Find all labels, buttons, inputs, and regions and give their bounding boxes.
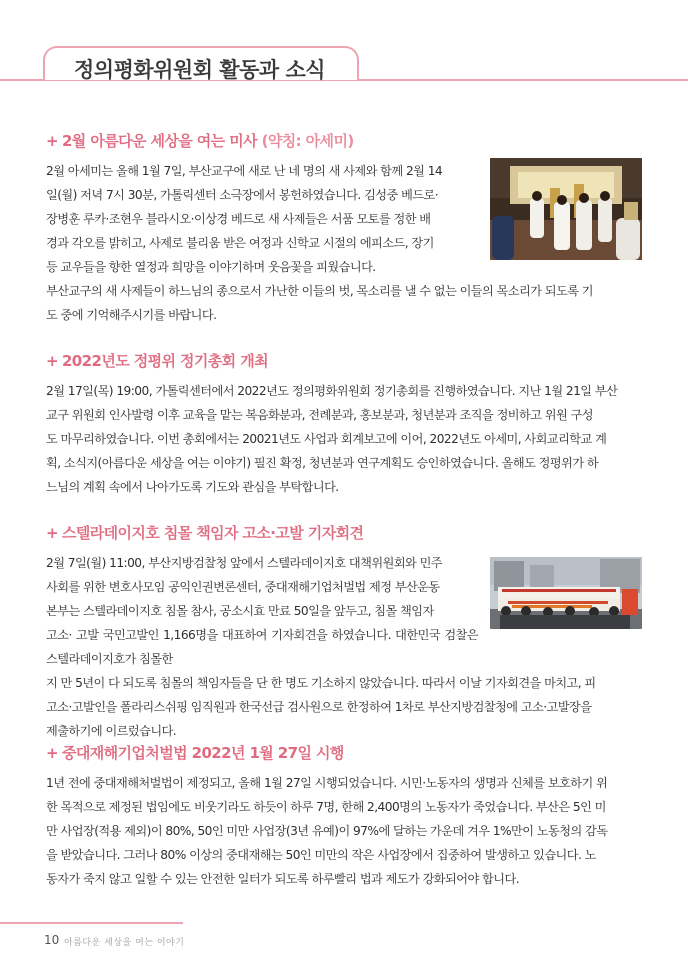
- text-line: 2월 17일(목) 19:00, 가톨릭센터에서 2022년도 정의평화위원회 정기총회를 진행하였습니다. 지난 1월 21일 부산: [46, 384, 618, 398]
- mass-photo: [490, 158, 642, 260]
- text-line: 등 교우들을 향한 열정과 희망을 이야기하며 웃음꽃을 피웠습니다.: [46, 260, 376, 274]
- text-line: 고소· 고발 국민고발인 1,166명을 대표하여 기자회견을 하였습니다. 대한민국 검찰은 스텔라데이지호가 침몰한: [46, 628, 478, 666]
- section-body: [46, 379, 642, 499]
- text-line: 일(월) 저녁 7시 30분, 가톨릭센터 소극장에서 봉헌하였습니다. 김성중 베드로·: [46, 188, 439, 202]
- press-conference-photo: [490, 557, 642, 629]
- section-title: + 2월 아름다운 세상을 여는 미사 (약칭: 아세미): [46, 132, 354, 150]
- publication-name: 아름다운 세상을 여는 이야기: [64, 938, 185, 948]
- text-line: 한 목적으로 제정된 법임에도 비웃기라도 하듯이 하루 7명, 한해 2,400명의 노동자가 죽었습니다. 부산은 5인 미: [46, 800, 606, 814]
- text-line: 본부는 스텔라데이지호 침몰 참사, 공소시효 만료 50일을 앞두고, 침몰 책임자: [46, 604, 434, 618]
- section-title: + 중대재해기업처벌법 2022년 1월 27일 시행: [46, 744, 344, 762]
- text-line: 제출하기에 이르렀습니다.: [46, 724, 177, 738]
- page-title: 정의평화위원회 활동과 소식: [74, 58, 326, 82]
- section-mass: [46, 130, 642, 327]
- section-body: [46, 771, 642, 891]
- text-line: 경과 각오를 밝히고, 사제로 불리움 받은 여정과 신학교 시절의 에피소드, 장기: [46, 236, 434, 250]
- text-line: 고소·고발인을 폴라리스쉬핑 임직원과 한국선급 검사원으로 한정하여 1차로 부산지방검찰청에 고소·고발장을: [46, 700, 592, 714]
- text-line: 도 마무리하였습니다. 이번 총회에서는 20021년도 사업과 회계보고에 이어, 2022년도 아세미, 사회교리학교 계: [46, 432, 607, 446]
- section-press-conference: [46, 522, 642, 743]
- text-line: 교구 위원회 인사발령 이후 교육을 맡는 복음화분과, 전례분과, 홍보분과, 청년분과 조직을 정비하고 위원 구성: [46, 408, 594, 422]
- text-line: 장병훈 루카·조현우 블라시오·이상경 베드로 새 사제들은 서품 모토를 정한 배: [46, 212, 431, 226]
- text-line: 부산교구의 새 사제들이 하느님의 종으로서 가난한 이들의 벗, 목소리를 낼 수 없는 이들의 목소리가 되도록 기: [46, 284, 594, 298]
- text-line: 사회를 위한 변호사모임 공익인권변론센터, 중대재해기업처벌법 제정 부산운동: [46, 580, 440, 594]
- text-line: 도 중에 기억해주시기를 바랍니다.: [46, 308, 217, 322]
- text-line: 1년 전에 중대재해처벌법이 제정되고, 올해 1월 27일 시행되었습니다. 시민·노동자의 생명과 신체를 보호하기 위: [46, 776, 608, 790]
- text-line: 만 사업장(적용 제외)이 80%, 50인 미만 사업장(3년 유예)이 97%에 달하는 가운데 겨우 1%만이 노동청의 감독: [46, 824, 608, 838]
- section-general-meeting: [46, 350, 642, 499]
- footer-rule: [0, 922, 183, 924]
- section-title: + 스텔라데이지호 침몰 책임자 고소·고발 기자회견: [46, 524, 364, 542]
- text-line: 2월 7일(월) 11:00, 부산지방검찰청 앞에서 스텔라데이지호 대책위원회와 민주: [46, 556, 443, 570]
- text-line: 획, 소식지(아름다운 세상을 여는 이야기) 필진 확정, 청년분과 연구계획도 승인하였습니다. 올해도 정평위가 하: [46, 456, 599, 470]
- page-number: 10: [44, 933, 60, 947]
- text-line: 느님의 계획 속에서 나아가도록 기도와 관심을 부탁합니다.: [46, 480, 339, 494]
- section-title: + 2022년도 정평위 정기총회 개최: [46, 352, 268, 370]
- text-line: 2월 아세미는 올해 1월 7일, 부산교구에 새로 난 네 명의 새 사제와 함께 2월 14: [46, 164, 443, 178]
- text-line: 을 받았습니다. 그러나 80% 이상의 중대재해는 50인 미만의 작은 사업장에서 집중하여 발생하고 있습니다. 노: [46, 848, 596, 862]
- text-line: 지 만 5년이 다 되도록 침몰의 책임자들을 단 한 명도 기소하지 않았습니다. 따라서 이날 기자회견을 마치고, 피: [46, 676, 596, 690]
- section-serious-accidents-act: [46, 742, 642, 891]
- text-line: 동자가 죽지 않고 일할 수 있는 안전한 일터가 되도록 하루빨리 법과 제도가 강화되어야 합니다.: [46, 872, 520, 886]
